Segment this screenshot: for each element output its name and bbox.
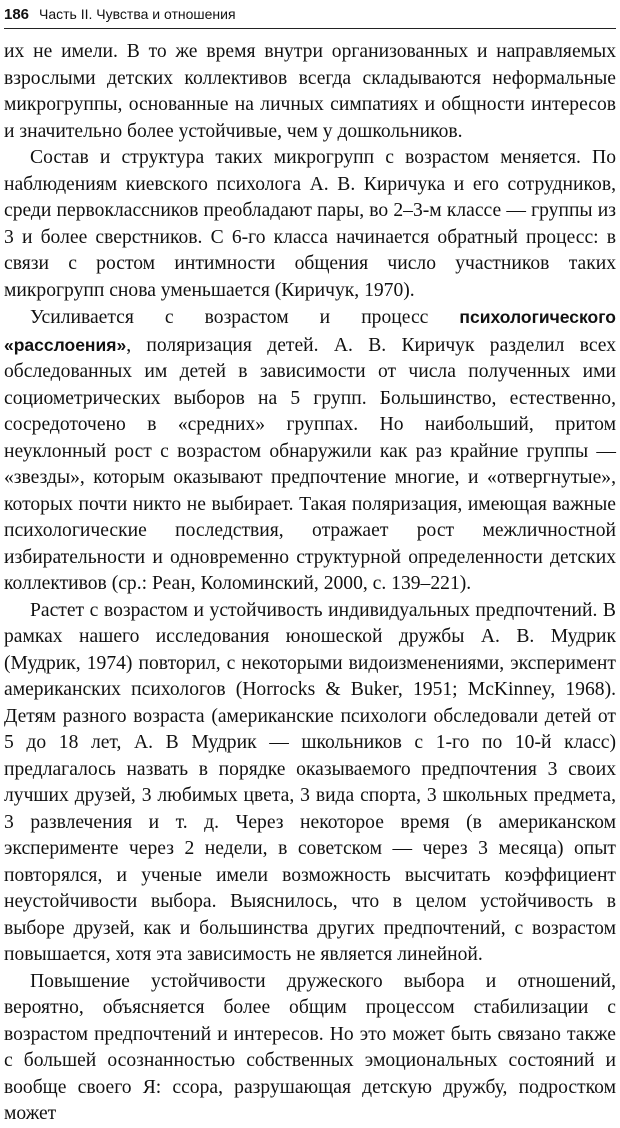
running-header (4, 0, 616, 29)
bold-term: психологического «расслоения» (4, 307, 616, 355)
page-number: 186 (4, 5, 30, 23)
section-title: Часть II. Чувства и отношения (39, 6, 236, 22)
paragraph: Состав и структура таких микрогрупп с возрастом меняется. По наблюдениям киевского психолога А. В. Киричука и его сотрудников, среди первоклассников преобладают пары, во 2–3-м классе — группы из 3 и более сверстников. С 6-го класса начинается обратный процесс: в связи с ростом интимности общения число участников таких микрогрупп снова уменьшается (Киричук, 1970). (4, 147, 616, 301)
paragraph-text-after: , поляризация детей. А. В. Киричук разделил всех обследованных им детей в зависимости от числа полученных ими социометрических выборов на 5 групп. Большинство, естественно, сосредоточено в «средних» группах. Но наибольший, притом неуклонный рост с возрастом обнаружили как раз крайние группы — «звезды», которым оказывают предпочтение многие, и «отвергнутые», которых почти никто не выбирает. Такая поляризация, имеющая важные психологические последствия, отражает рост межличностной избирательности и одновременно структурной определенности детских коллективов (ср.: Реан, Коломинский, 2000, с. 139–221). (4, 334, 616, 594)
paragraph-text-before: Усиливается с возрастом и процесс (30, 307, 460, 328)
paragraph: Растет с возрастом и устойчивость индивидуальных предпочтений. В рамках нашего исследования юношеской дружбы А. В. Мудрик (Мудрик, 1974) повторил, с некоторыми видоизменениями, эксперимент американских психологов (Horrocks & Buker, 1951; McKinney, 1968). Детям разного возраста (американские психологи обследовали детей от 5 до 18 лет, А. В Мудрик — школьников с 1-го по 10-й класс) предлагалось назвать в порядке оказываемого предпочтения 3 своих лучших друзей, 3 любимых цвета, 3 вида спорта, 3 школьных предмета, 3 развлечения и т. д. Через некоторое время (в американском эксперименте через 2 недели, в советском — через 3 месяца) опыт повторялся, и ученые имели возможность высчитать коэффициент неустойчивости выбора. Выяснилось, что в целом устойчивость в выборе друзей, как и большинства других предпочтений, с возрастом повышается, хотя эта зависимость не является линейной. (4, 599, 616, 965)
paragraph-continued: их не имели. В то же время внутри организованных и направляемых взрослыми детских коллективов всегда складываются неформальные микрогруппы, основанные на личных симпатиях и общности интересов и значительно более устойчивые, чем у дошкольников. (4, 41, 616, 142)
paragraph: Повышение устойчивости дружеского выбора и отношений, вероятно, объясняется более общим процессом стабилизации с возрастом предпочтений и интересов. Но это может быть связано также с большей осознанностью собственных эмоциональных состояний и вообще своего Я: ссора, разрушающая детскую дружбу, подростком может (4, 970, 616, 1124)
body-text (4, 39, 616, 1128)
paragraph-with-term (4, 304, 616, 598)
